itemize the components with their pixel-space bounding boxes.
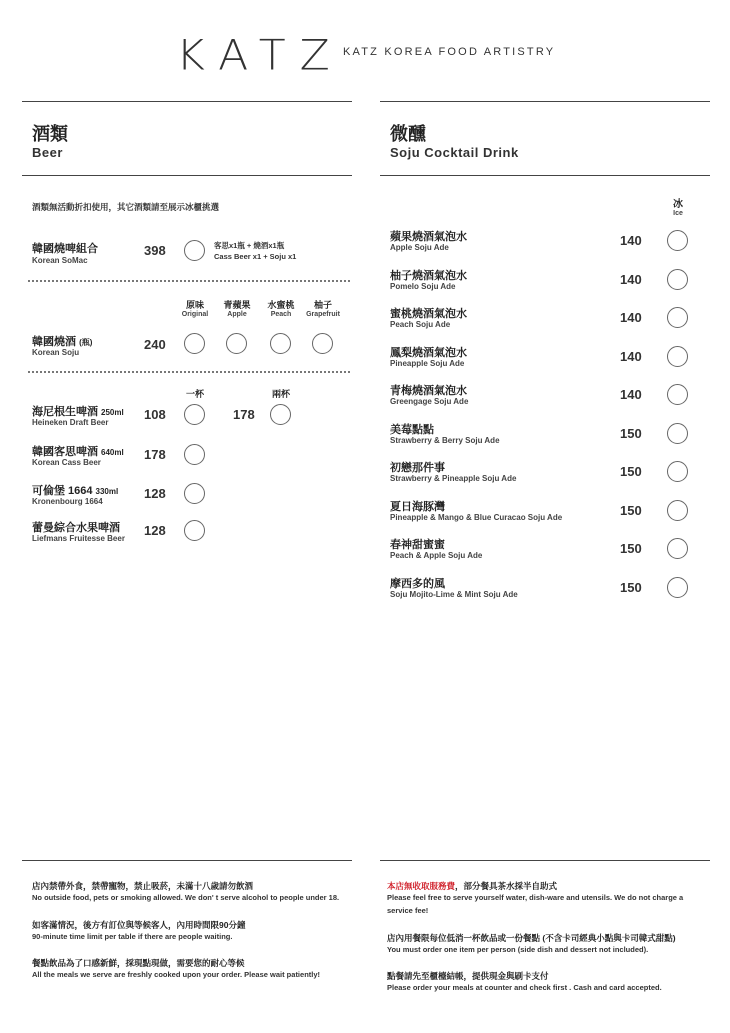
cocktail-checkbox[interactable] xyxy=(667,346,688,367)
notice-en: Please order your meals at counter and check first . Cash and card accepted. xyxy=(387,983,662,992)
cocktail-checkbox[interactable] xyxy=(667,307,688,328)
cocktail-name-en: Pomelo Soju Ade xyxy=(390,281,456,291)
beer-name xyxy=(32,482,118,498)
divider xyxy=(22,175,352,176)
cocktail-name: 青梅燒酒氣泡水 xyxy=(390,385,467,397)
soju-flavor-checkbox[interactable] xyxy=(312,333,333,354)
somac-price: 398 xyxy=(144,243,166,258)
notice-en: No outside food, pets or smoking allowed. We don' t serve alcohol to people under 18. xyxy=(32,893,340,902)
cocktail-price: 150 xyxy=(620,425,642,441)
notice-zh xyxy=(387,880,557,892)
cocktail-subtitle: Soju Cocktail Drink xyxy=(390,145,519,160)
flavor-label-en: Apple xyxy=(227,311,247,318)
notice-en: All the meals we serve are freshly cooked upon your order. Please wait patiently! xyxy=(32,970,321,979)
cocktail-checkbox[interactable] xyxy=(667,269,688,290)
beer-name-zh: 韓國客思啤酒 xyxy=(32,446,98,458)
cocktail-name: 夏日海豚灣 xyxy=(390,500,445,513)
flavor-label-en: Peach xyxy=(270,311,292,318)
beer-name-en: Heineken Draft Beer xyxy=(32,418,109,427)
cocktail-checkbox[interactable] xyxy=(667,538,688,559)
cocktail-name-en: Strawberry & Pineapple Soju Ade xyxy=(390,474,517,483)
notice-zh: 店內禁帶外食，禁帶寵物，禁止吸菸，未滿十八歲請勿飲酒 xyxy=(32,881,254,891)
beer-name xyxy=(32,403,124,419)
notice-en: Please feel free to serve yourself water, dish-ware and utensils. We do not charge a xyxy=(387,893,684,902)
beer-name xyxy=(32,519,123,535)
cocktail-name: 摩西多的風 xyxy=(390,577,445,590)
cocktail-title: 微醺 xyxy=(390,124,426,144)
cocktail-name-en: Soju Mojito-Lime & Mint Soju Ade xyxy=(390,589,518,599)
notice-text: ，部分餐具茶水採半自助式 xyxy=(455,881,558,891)
cocktail-name-en: Apple Soju Ade xyxy=(390,243,449,252)
beer-name-en: Korean Cass Beer xyxy=(32,458,101,467)
cocktail-name: 鳳梨燒酒氣泡水 xyxy=(390,346,467,359)
cocktail-price: 140 xyxy=(620,233,642,248)
beer-checkbox[interactable] xyxy=(184,483,205,504)
flavor-label: 水蜜桃 xyxy=(267,300,295,310)
beer-checkbox[interactable] xyxy=(184,444,205,465)
ice-header: 冰 Ice xyxy=(673,199,683,217)
notice-zh xyxy=(387,970,549,982)
cocktail-price: 150 xyxy=(620,541,642,556)
beer-name xyxy=(32,443,124,459)
cocktail-checkbox[interactable] xyxy=(667,461,688,482)
tagline: KATZ KOREA FOOD ARTISTRY xyxy=(343,46,556,58)
cocktail-price: 150 xyxy=(620,464,642,479)
flavor-label: 青蘋果 xyxy=(223,300,251,310)
cocktail-name: 美莓點點 xyxy=(390,423,434,436)
cocktail-name: 蜜桃燒酒氣泡水 xyxy=(390,308,467,320)
beer-volume: 330ml xyxy=(95,487,119,496)
divider xyxy=(380,175,710,176)
somac-name: 韓國燒啤組合 xyxy=(32,243,98,255)
notice-text: 店內用餐限每位低消一杯飲品或一份餐點 (不含卡司經典小點與卡司韓式甜點) xyxy=(387,933,676,943)
cocktail-name: 春神甜蜜蜜 xyxy=(390,539,445,551)
cocktail-name: 初戀那件事 xyxy=(390,462,445,474)
cocktail-price: 150 xyxy=(620,579,642,595)
cocktail-name-en: Peach & Apple Soju Ade xyxy=(390,551,483,560)
soju-name: 韓國燒酒 (瓶) xyxy=(32,336,93,348)
dotted-divider xyxy=(28,280,350,282)
somac-checkbox[interactable] xyxy=(184,240,205,261)
beer-name-zh: 海尼根生啤酒 xyxy=(32,406,98,418)
cocktail-name-en: Strawberry & Berry Soju Ade xyxy=(390,435,500,445)
beer-name-zh: 可倫堡 1664 xyxy=(32,485,93,497)
two-glass-header: 兩杯 xyxy=(271,389,290,399)
divider xyxy=(22,860,352,861)
beer-checkbox[interactable] xyxy=(184,404,205,425)
divider xyxy=(380,860,710,861)
flavor-label-en: Original xyxy=(181,311,209,318)
dotted-divider xyxy=(28,371,350,373)
beer-price: 128 xyxy=(144,523,166,538)
somac-name-en: Korean SoMac xyxy=(32,256,88,265)
cocktail-price: 150 xyxy=(620,502,642,518)
beer-price-two: 178 xyxy=(233,407,255,422)
cocktail-price: 140 xyxy=(620,271,642,287)
notice-zh xyxy=(387,932,676,944)
notice-text: 點餐請先至櫃檯結帳，提供現金與刷卡支付 xyxy=(387,971,549,981)
somac-desc-en: Cass Beer x1 + Soju x1 xyxy=(214,252,297,261)
flavor-label: 原味 xyxy=(185,300,204,310)
beer-price: 108 xyxy=(144,407,166,422)
cocktail-checkbox[interactable] xyxy=(667,500,688,521)
somac-desc: 客思x1瓶 + 燒酒x1瓶 xyxy=(214,241,285,250)
flavor-header xyxy=(298,298,348,318)
cocktail-checkbox[interactable] xyxy=(667,577,688,598)
cocktail-name-en: Pineapple Soju Ade xyxy=(390,358,465,368)
soju-flavor-checkbox[interactable] xyxy=(226,333,247,354)
cocktail-price: 140 xyxy=(620,387,642,402)
cocktail-name-en: Peach Soju Ade xyxy=(390,320,451,329)
flavor-label: 柚子 xyxy=(313,300,332,310)
notice-zh: 餐點飲品為了口感新鮮，採現點現做，需要您的耐心等候 xyxy=(32,958,245,968)
cocktail-price: 140 xyxy=(620,310,642,325)
logo: KATZ xyxy=(176,31,344,80)
beer-note: 酒類無活動折扣使用，其它酒類請至展示冰櫃挑選 xyxy=(32,202,220,212)
beer-volume: 640ml xyxy=(101,448,124,457)
flavor-header xyxy=(212,298,262,318)
one-glass-header: 一杯 xyxy=(185,389,204,399)
cocktail-name: 蘋果燒酒氣泡水 xyxy=(390,231,467,243)
notice-en-cont: service fee! xyxy=(387,906,429,915)
beer-price: 128 xyxy=(144,486,166,501)
notice-highlight: 本店無收取服務費 xyxy=(387,881,456,891)
beer-two-checkbox[interactable] xyxy=(270,404,291,425)
notice-en: You must order one item per person (side dish and dessert not included). xyxy=(387,945,649,954)
cocktail-price: 140 xyxy=(620,348,642,364)
divider xyxy=(380,101,710,102)
soju-price: 240 xyxy=(144,337,166,352)
cocktail-name-en: Greengage Soju Ade xyxy=(390,397,469,406)
beer-checkbox[interactable] xyxy=(184,520,205,541)
beer-name-zh: 蕾曼綜合水果啤酒 xyxy=(32,522,120,534)
cocktail-name-en: Pineapple & Mango & Blue Curacao Soju Ade xyxy=(390,512,563,522)
cocktail-checkbox[interactable] xyxy=(667,384,688,405)
divider xyxy=(22,101,352,102)
beer-title: 酒類 xyxy=(32,124,68,144)
beer-volume: 250ml xyxy=(101,408,124,417)
beer-name-en: Kronenbourg 1664 xyxy=(32,497,103,506)
cocktail-name: 柚子燒酒氣泡水 xyxy=(390,269,467,282)
beer-name-en: Liefmans Fruitesse Beer xyxy=(32,534,125,543)
beer-subtitle: Beer xyxy=(32,145,63,160)
soju-flavor-checkbox[interactable] xyxy=(184,333,205,354)
flavor-label-en: Grapefruit xyxy=(306,311,340,318)
soju-name-en: Korean Soju xyxy=(32,348,80,357)
notice-en: 90-minute time limit per table if there are people waiting. xyxy=(32,932,233,941)
cocktail-checkbox[interactable] xyxy=(667,423,688,444)
cocktail-checkbox[interactable] xyxy=(667,230,688,251)
soju-flavor-checkbox[interactable] xyxy=(270,333,291,354)
notice-zh: 如客滿情況，後方有訂位與等候客人，內用時間限90分鐘 xyxy=(32,920,246,930)
beer-price: 178 xyxy=(144,447,166,462)
